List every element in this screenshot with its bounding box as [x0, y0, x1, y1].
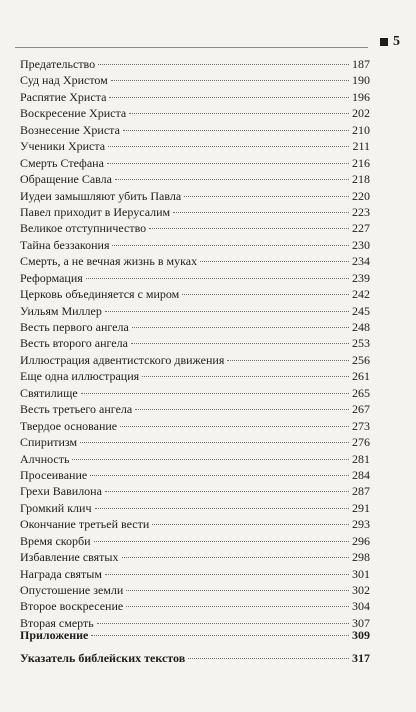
toc-entry	[20, 89, 370, 105]
toc-entry-page: 211	[352, 139, 370, 154]
toc-entry-page: 190	[352, 73, 370, 88]
toc-entry-title: Вторая смерть	[20, 615, 94, 630]
toc-entry-title: Указатель библейских текстов	[20, 651, 186, 665]
dot-leader	[227, 360, 349, 361]
dot-leader	[142, 376, 349, 377]
dot-leader	[122, 557, 350, 558]
toc-entry-page: 196	[352, 89, 370, 104]
toc-entry-title: Реформация	[20, 270, 83, 285]
square-marker-icon	[380, 38, 388, 46]
dot-leader	[115, 179, 349, 180]
header-rule	[15, 47, 368, 48]
toc-entry-title: Иудеи замышляют убить Павла	[20, 188, 182, 203]
toc-entry	[20, 582, 370, 598]
toc-entry-title: Вознесение Христа	[20, 122, 120, 137]
toc-entry-page: 220	[352, 188, 370, 203]
toc-entry-title: Распятие Христа	[20, 89, 107, 104]
dot-leader	[105, 574, 349, 575]
toc-entry-page: 287	[352, 484, 370, 499]
toc-entry-page: 253	[352, 336, 370, 351]
dot-leader	[97, 623, 349, 624]
toc-entry	[20, 122, 370, 138]
dot-leader	[182, 294, 349, 295]
toc-entry	[20, 566, 370, 582]
toc-entry	[20, 72, 370, 88]
toc-entry-page: 301	[352, 566, 370, 581]
toc-entry	[20, 204, 370, 220]
toc-entry	[20, 303, 370, 319]
toc-entry-title: Обращение Савла	[20, 172, 112, 187]
dot-leader	[126, 590, 349, 591]
toc-entry-title: Опустошение земли	[20, 583, 124, 597]
toc-entry	[20, 549, 370, 565]
dot-leader	[200, 261, 349, 262]
toc-entry	[20, 253, 370, 269]
toc-entry-title: Твердое основание	[20, 418, 118, 433]
toc-entry-title: Награда святым	[20, 566, 102, 581]
dot-leader	[123, 130, 349, 131]
toc-entry-title: Предательство	[20, 57, 96, 71]
toc-entry-page: 284	[352, 467, 370, 482]
dot-leader	[81, 393, 349, 394]
toc-entry	[20, 401, 370, 417]
dot-leader	[120, 426, 349, 427]
toc-entry-title: Иллюстрация адвентистского движения	[20, 352, 225, 367]
toc-entry	[20, 500, 370, 516]
toc-entry	[20, 335, 370, 351]
toc-entry	[20, 105, 370, 121]
toc-entry-page: 223	[352, 204, 370, 219]
toc-entry	[20, 155, 370, 171]
toc-entry-page: 276	[352, 435, 370, 450]
toc-entry-page: 239	[352, 270, 370, 285]
toc-entry-page: 230	[352, 237, 370, 252]
toc-entry	[20, 237, 370, 253]
toc-entry-page: 296	[352, 533, 370, 548]
toc-entry-title: Великое отступничество	[20, 221, 147, 236]
toc-entry-page: 293	[352, 517, 370, 532]
toc-entry-page: 227	[352, 221, 370, 236]
toc-entry-title: Святилище	[20, 385, 78, 400]
toc-entry-title: Избавление святых	[20, 550, 119, 565]
dot-leader	[98, 64, 349, 65]
toc-entry-title: Павел приходит в Иерусалим	[20, 204, 171, 219]
dot-leader	[132, 327, 349, 328]
toc-entry-page: 273	[352, 418, 370, 433]
toc-entry-page: 218	[352, 172, 370, 187]
dot-leader	[109, 97, 349, 98]
toc-entry-title: Грехи Вавилона	[20, 484, 102, 499]
toc-entry-title: Приложение	[20, 628, 89, 642]
toc-entry	[20, 467, 370, 483]
dot-leader	[184, 196, 349, 197]
toc-entry-page: 265	[352, 385, 370, 400]
toc-entry-page: 317	[352, 651, 370, 665]
page-number-box	[380, 34, 400, 50]
toc-entry-title: Ученики Христа	[20, 139, 106, 154]
toc-entry-title: Спиритизм	[20, 435, 78, 450]
toc-entry	[20, 516, 370, 532]
page-header	[0, 0, 416, 52]
toc-entry-title: Тайна беззакония	[20, 237, 110, 252]
dot-leader	[152, 524, 349, 525]
toc-entry	[20, 598, 370, 614]
toc-entry-title: Весть третьего ангела	[20, 402, 133, 417]
toc-entry-title: Алчность	[20, 451, 70, 466]
toc-entry-title: Громкий клич	[20, 500, 92, 515]
toc-entry	[20, 533, 370, 549]
dot-leader	[86, 278, 349, 279]
toc-entry-page: 307	[352, 615, 370, 630]
toc-entry-title: Весть второго ангела	[20, 336, 128, 351]
dot-leader	[91, 635, 349, 636]
toc-entry-page: 234	[352, 254, 370, 269]
toc-entry-title: Еще одна иллюстрация	[20, 369, 140, 384]
dot-leader	[105, 311, 349, 312]
toc-entry-page: 281	[352, 451, 370, 466]
dot-leader	[95, 508, 350, 509]
dot-leader	[105, 491, 349, 492]
toc-entry	[20, 319, 370, 335]
toc-entry-page: 302	[352, 583, 370, 597]
dot-leader	[149, 228, 349, 229]
toc-entry	[20, 385, 370, 401]
dot-leader	[129, 113, 349, 114]
toc-entry	[20, 138, 370, 154]
toc-entry	[20, 220, 370, 236]
toc-entry-title: Время скорби	[20, 533, 91, 548]
dot-leader	[188, 658, 349, 659]
toc-entry-title: Суд над Христом	[20, 73, 108, 88]
toc-entry-title: Уильям Миллер	[20, 303, 102, 318]
toc-entry-page: 242	[352, 287, 370, 302]
dot-leader	[94, 541, 349, 542]
toc-entry-title: Окончание третьей вести	[20, 517, 150, 532]
toc-entry-page: 245	[352, 303, 370, 318]
toc-entry-page: 256	[352, 352, 370, 367]
toc-entry-page: 248	[352, 320, 370, 334]
toc-entry	[20, 368, 370, 384]
dot-leader	[108, 146, 349, 147]
toc-entry-index	[20, 648, 370, 668]
toc-entry	[20, 56, 370, 72]
toc-entry-title: Смерть, а не вечная жизнь в муках	[20, 254, 198, 269]
toc-entry-page: 216	[352, 155, 370, 170]
toc-back-matter	[20, 625, 370, 668]
toc-entry-page: 210	[352, 122, 370, 137]
toc-entry	[20, 418, 370, 434]
toc-entry-page: 267	[352, 402, 370, 417]
toc-entry-title: Просеивание	[20, 467, 88, 482]
dot-leader	[111, 80, 349, 81]
toc-entry-appendix	[20, 625, 370, 645]
toc-entry	[20, 171, 370, 187]
dot-leader	[126, 606, 349, 607]
toc-entry	[20, 270, 370, 286]
dot-leader	[131, 343, 349, 344]
dot-leader	[173, 212, 349, 213]
toc-entry	[20, 352, 370, 368]
toc-entry	[20, 286, 370, 302]
toc-entry-title: Воскресение Христа	[20, 106, 127, 121]
toc-entry-page: 261	[352, 369, 370, 384]
table-of-contents	[20, 56, 370, 631]
dot-leader	[72, 459, 349, 460]
dot-leader	[135, 409, 349, 410]
toc-entry-page: 298	[352, 550, 370, 565]
toc-entry-title: Смерть Стефана	[20, 155, 104, 170]
page-number: 5	[393, 34, 400, 49]
dot-leader	[107, 163, 349, 164]
toc-entry-page: 309	[352, 628, 370, 642]
toc-entry-title: Весть первого ангела	[20, 320, 129, 334]
toc-entry-page: 304	[352, 599, 370, 614]
toc-entry	[20, 434, 370, 450]
toc-entry	[20, 483, 370, 499]
toc-entry-page: 187	[352, 57, 370, 71]
toc-entry	[20, 188, 370, 204]
dot-leader	[112, 245, 349, 246]
toc-entry-title: Второе воскресение	[20, 599, 124, 614]
toc-entry-page: 291	[352, 500, 370, 515]
dot-leader	[80, 442, 349, 443]
toc-entry	[20, 451, 370, 467]
dot-leader	[90, 475, 349, 476]
toc-entry-page: 202	[352, 106, 370, 121]
toc-entry-title: Церковь объединяется с миром	[20, 287, 180, 302]
